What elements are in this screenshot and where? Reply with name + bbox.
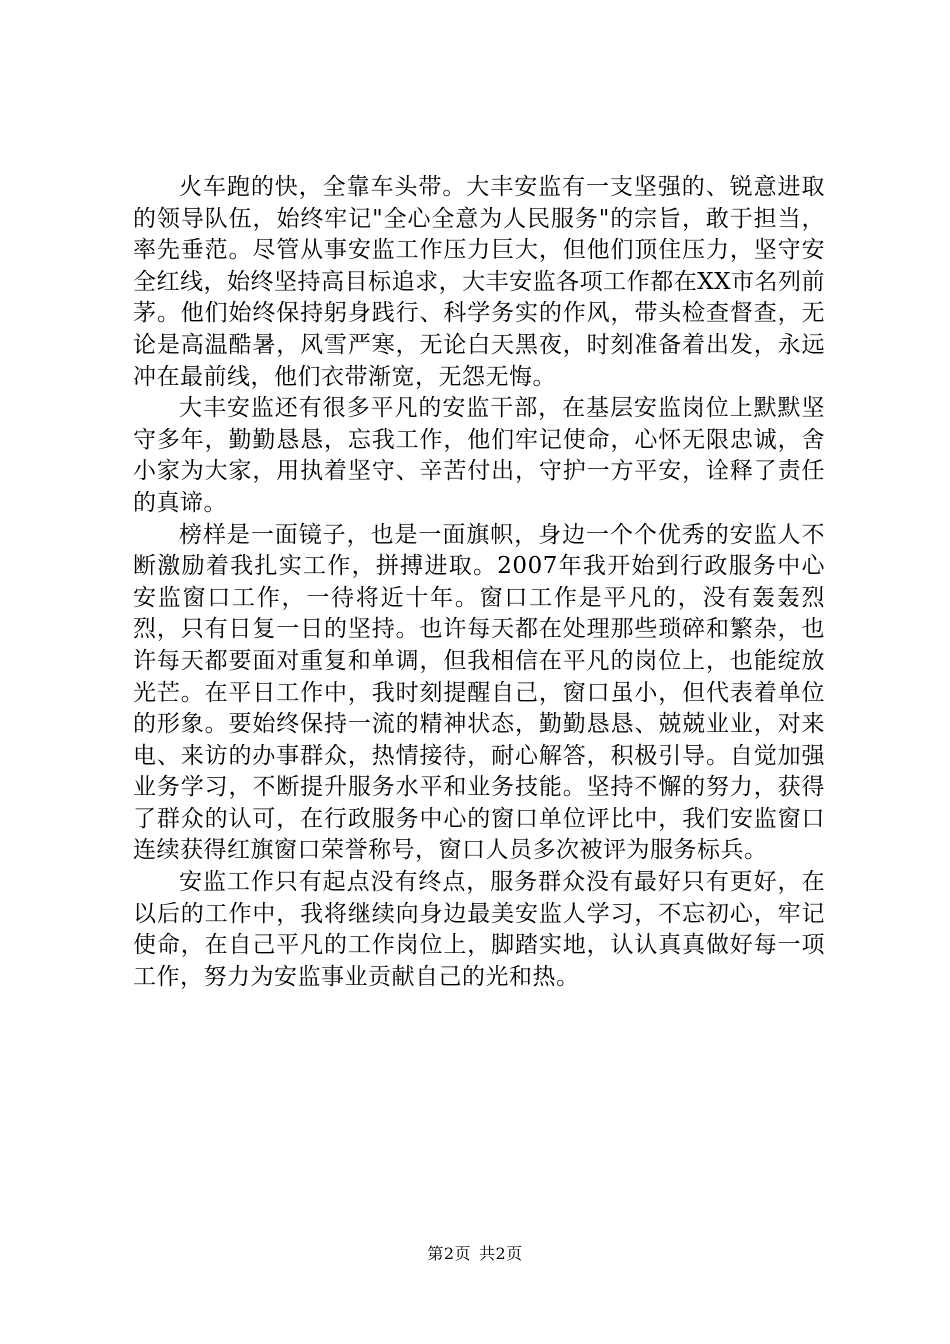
page-number-current: 第2页 [427, 1244, 471, 1263]
paragraph-conclusion: 安监工作只有起点没有终点，服务群众没有最好只有更好，在以后的工作中，我将继续向身边最美安监人学习，不忘初心，牢记使命，在自己平凡的工作岗位上，脚踏实地，认认真真做好每一项工作，努力为安监事业贡献自己的光和热。 [133, 869, 825, 990]
page-footer [0, 1244, 950, 1264]
paragraph-cadres: 大丰安监还有很多平凡的安监干部，在基层安监岗位上默默坚守多年，勤勤恳恳，忘我工作，他们牢记使命，心怀无限忠诚，舍小家为大家，用执着坚守、辛苦付出，守护一方平安，诠释了责任的真谛。 [133, 395, 825, 516]
page-number-total: 共2页 [479, 1244, 523, 1263]
document-body [133, 172, 825, 993]
paragraph-window-work: 榜样是一面镜子，也是一面旗帜，身边一个个优秀的安监人不断激励着我扎实工作，拼搏进取。2007年我开始到行政服务中心安监窗口工作，一待将近十年。窗口工作是平凡的，没有轰轰烈烈，只有日复一日的坚持。也许每天都在处理那些琐碎和繁杂，也许每天都要面对重复和单调，但我相信在平凡的岗位上，也能绽放光芒。在平日工作中，我时刻提醒自己，窗口虽小，但代表着单位的形象。要始终保持一流的精神状态，勤勤恳恳、兢兢业业，对来电、来访的办事群众，热情接待，耐心解答，积极引导。自觉加强业务学习，不断提升服务水平和业务技能。坚持不懈的努力，获得了群众的认可，在行政服务中心的窗口单位评比中，我们安监窗口连续获得红旗窗口荣誉称号，窗口人员多次被评为服务标兵。 [133, 521, 825, 864]
paragraph-leadership: 火车跑的快，全靠车头带。大丰安监有一支坚强的、锐意进取的领导队伍，始终牢记"全心全意为人民服务"的宗旨，敢于担当，率先垂范。尽管从事安监工作压力巨大，但他们顶住压力，坚守安全红线，始终坚持高目标追求，大丰安监各项工作都在XX市名列前茅。他们始终保持躬身践行、科学务实的作风，带头检查督查，无论是高温酷暑，风雪严寒，无论白天黑夜，时刻准备着出发，永远冲在最前线，他们衣带渐宽，无怨无悔。 [133, 174, 825, 390]
